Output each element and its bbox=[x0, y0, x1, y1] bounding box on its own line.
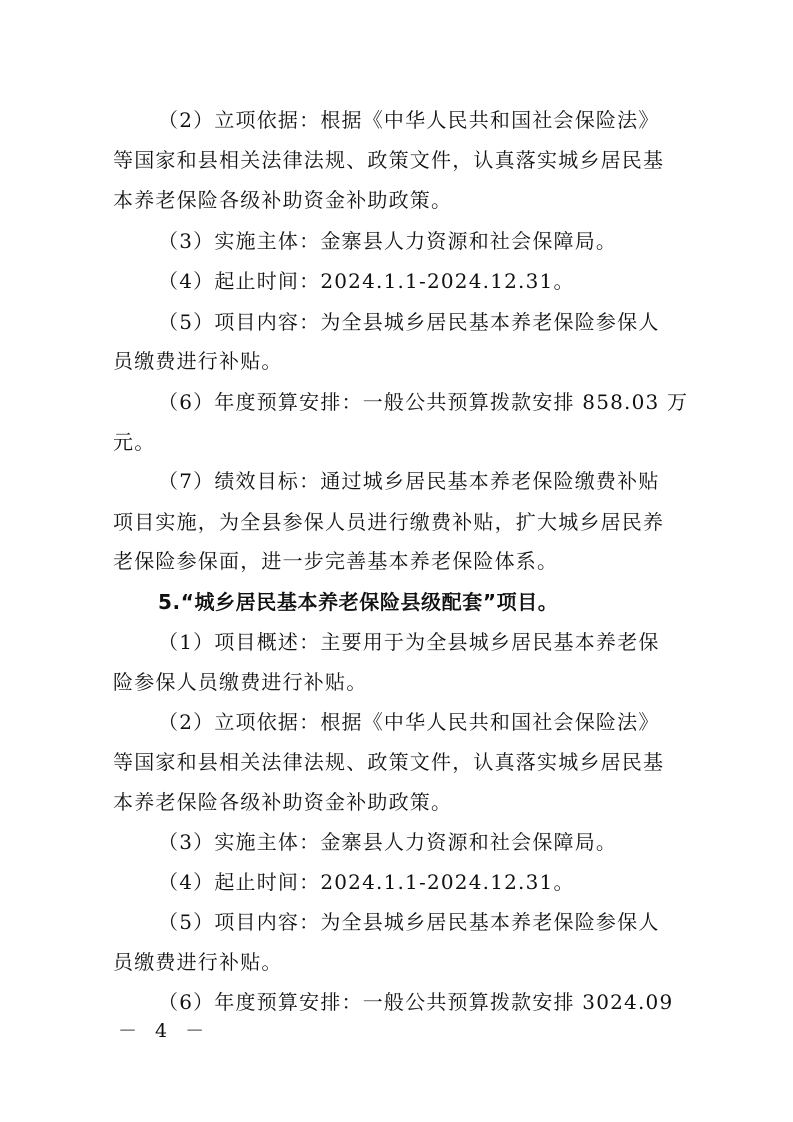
paragraph-line: （6）年度预算安排：一般公共预算拨款安排 3024.09 bbox=[158, 990, 674, 1014]
paragraph-line: 险参保人员缴费进行补贴。 bbox=[113, 670, 368, 694]
paragraph-line: 等国家和县相关法律法规、政策文件，认真落实城乡居民基 bbox=[113, 148, 665, 172]
paragraph-line: 员缴费进行补贴。 bbox=[113, 950, 283, 974]
paragraph-line: （2）立项依据：根据《中华人民共和国社会保险法》 bbox=[158, 108, 660, 132]
page-number: － 4 － bbox=[118, 1020, 211, 1042]
paragraph-line: （3）实施主体：金寨县人力资源和社会保障局。 bbox=[158, 830, 618, 854]
paragraph-line: 等国家和县相关法律法规、政策文件，认真落实城乡居民基 bbox=[113, 750, 665, 774]
paragraph-line: （7）绩效目标：通过城乡居民基本养老保险缴费补贴 bbox=[158, 469, 660, 493]
paragraph-line: （6）年度预算安排：一般公共预算拨款安排 858.03 万 bbox=[158, 390, 689, 414]
paragraph-line: （5）项目内容：为全县城乡居民基本养老保险参保人 bbox=[158, 310, 660, 334]
paragraph-line: 本养老保险各级补助资金补助政策。 bbox=[113, 790, 453, 814]
paragraph-line: 本养老保险各级补助资金补助政策。 bbox=[113, 188, 453, 212]
paragraph-line: 老保险参保面，进一步完善基本养老保险体系。 bbox=[113, 549, 559, 573]
paragraph-line: 元。 bbox=[113, 430, 156, 454]
paragraph-line: 项目实施，为全县参保人员进行缴费补贴，扩大城乡居民养 bbox=[113, 510, 665, 534]
section-heading: 5.“城乡居民基本养老保险县级配套”项目。 bbox=[158, 590, 559, 614]
paragraph-line: （4）起止时间：2024.1.1-2024.12.31。 bbox=[158, 870, 575, 894]
paragraph-line: （1）项目概述：主要用于为全县城乡居民基本养老保 bbox=[158, 630, 660, 654]
paragraph-line: （3）实施主体：金寨县人力资源和社会保障局。 bbox=[158, 229, 618, 253]
paragraph-line: 员缴费进行补贴。 bbox=[113, 349, 283, 373]
paragraph-line: （4）起止时间：2024.1.1-2024.12.31。 bbox=[158, 269, 575, 293]
paragraph-line: （5）项目内容：为全县城乡居民基本养老保险参保人 bbox=[158, 910, 660, 934]
paragraph-line: （2）立项依据：根据《中华人民共和国社会保险法》 bbox=[158, 710, 660, 734]
